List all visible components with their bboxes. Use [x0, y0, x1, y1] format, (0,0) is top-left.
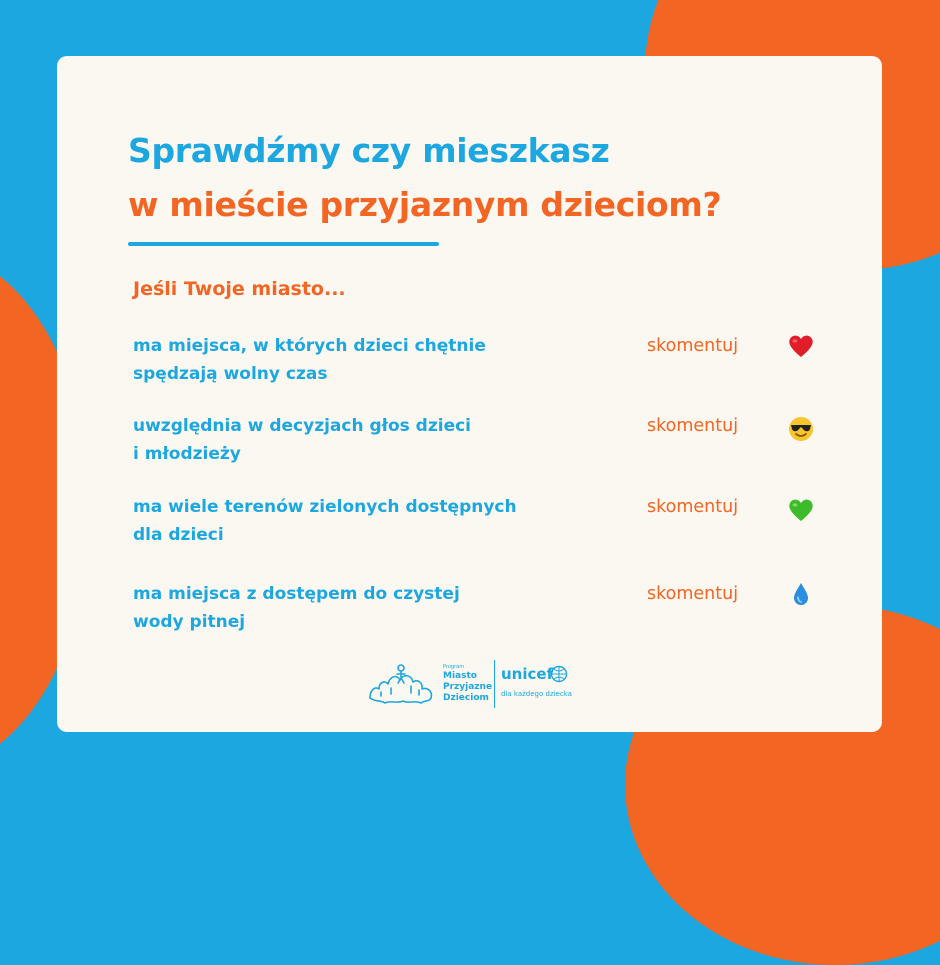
item-line-1: uwzględnia w decyzjach głos dzieci — [133, 416, 472, 436]
program-logo-text — [443, 664, 492, 704]
item-text — [133, 580, 573, 636]
item-text — [133, 493, 573, 549]
water-droplet-icon — [787, 580, 815, 608]
item-line-1: ma miejsca, w których dzieci chętnie — [133, 336, 486, 356]
intro-text: Jeśli Twoje miasto... — [133, 278, 346, 300]
item-text — [133, 412, 573, 468]
comment-link[interactable]: skomentuj — [647, 584, 739, 604]
program-name-line-3: Dzieciom — [443, 693, 489, 703]
title-underline — [128, 242, 439, 246]
city-children-logo-icon — [367, 662, 439, 706]
title-line-2: w mieście przyjaznym dzieciom? — [128, 185, 722, 224]
item-line-1: ma miejsca z dostępem do czystej — [133, 584, 460, 604]
list-item — [133, 332, 823, 392]
content-card — [57, 56, 882, 732]
item-line-2: dla dzieci — [133, 525, 224, 545]
list-item — [133, 493, 823, 553]
unicef-globe-icon — [550, 665, 568, 683]
item-line-2: spędzają wolny czas — [133, 364, 328, 384]
footer-logos — [367, 660, 577, 710]
comment-link[interactable]: skomentuj — [647, 416, 739, 436]
page-title — [128, 124, 721, 232]
title-line-1: Sprawdźmy czy mieszkasz — [128, 131, 610, 170]
list-item — [133, 412, 823, 472]
comment-link[interactable]: skomentuj — [647, 497, 739, 517]
program-label: Program — [443, 664, 465, 670]
sunglasses-face-icon — [787, 415, 815, 443]
program-name-line-1: Miasto — [443, 671, 477, 681]
green-heart-icon — [787, 496, 815, 524]
item-line-2: wody pitnej — [133, 612, 246, 632]
program-name-line-2: Przyjazne — [443, 682, 493, 692]
red-heart-icon — [787, 332, 815, 360]
unicef-tagline: dla każdego dziecka — [501, 690, 572, 698]
item-text — [133, 332, 573, 388]
comment-link[interactable]: skomentuj — [647, 336, 739, 356]
logo-divider — [494, 660, 495, 708]
list-item — [133, 580, 823, 640]
item-line-1: ma wiele terenów zielonych dostępnych — [133, 497, 517, 517]
unicef-wordmark: unicef — [501, 665, 554, 683]
item-line-2: i młodzieży — [133, 444, 241, 464]
